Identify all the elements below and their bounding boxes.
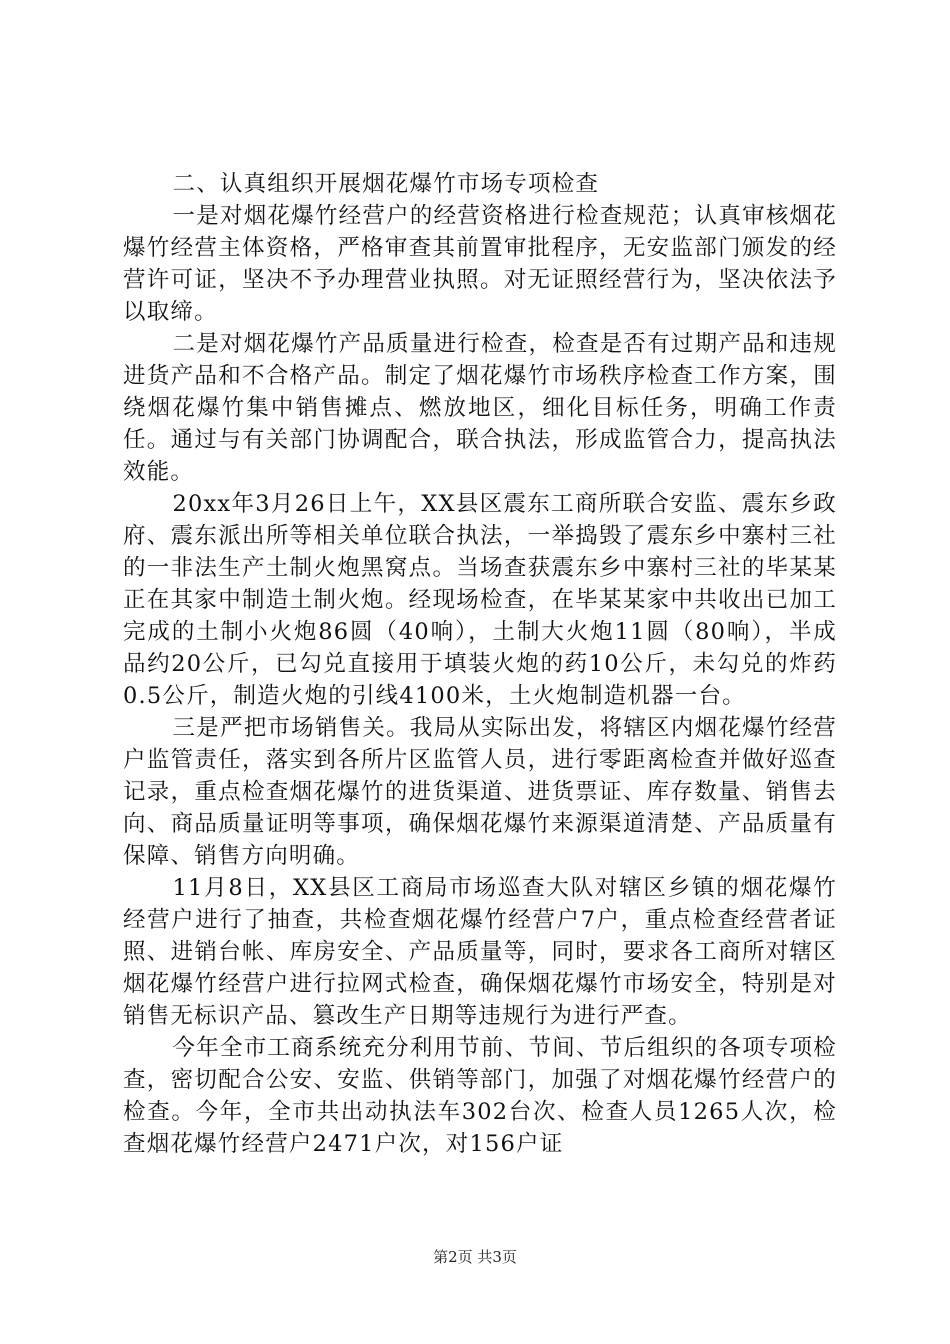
paragraph-qualification-check: 一是对烟花爆竹经营户的经营资格进行检查规范；认真审核烟花爆竹经营主体资格，严格审查其前置审批程序，无安监部门颁发的经营许可证，坚决不予办理营业执照。对无证照经营行为，坚决依法予以取缔。 xyxy=(123,203,837,325)
paragraph-quality-check: 二是对烟花爆竹产品质量进行检查，检查是否有过期产品和违规进货产品和不合格产品。制定了烟花爆竹市场秩序检查工作方案，围绕烟花爆竹集中销售摊点、燃放地区，细化目标任务，明确工作责任。通过与有关部门协调配合，联合执法，形成监管合力，提高执法效能。 xyxy=(123,331,837,485)
document-body xyxy=(123,168,837,1160)
paragraph-sales-control: 三是严把市场销售关。我局从实际出发，将辖区内烟花爆竹经营户监管责任，落实到各所片区监管人员，进行零距离检查并做好巡查记录，重点检查烟花爆竹的进货渠道、进货票证、库存数量、销售去向、商品质量证明等事项，确保烟花爆竹来源渠道清楚、产品质量有保障、销售方向明确。 xyxy=(123,715,837,869)
section-heading: 二、认真组织开展烟花爆竹市场专项检查 xyxy=(172,171,600,197)
paragraph-citywide-summary: 今年全市工商系统充分利用节前、节间、节后组织的各项专项检查，密切配合公安、安监、供销等部门，加强了对烟花爆竹经营户的检查。今年，全市共出动执法车302台次、检查人员1265人次，检查烟花爆竹经营户2471户次，对156户证 xyxy=(123,1035,837,1157)
paragraph-enforcement-case: 20xx年3月26日上午，XX县区震东工商所联合安监、震东乡政府、震东派出所等相关单位联合执法，一举捣毁了震东乡中寨村三社的一非法生产土制火炮黑窝点。当场查获震东乡中寨村三社的毕某某正在其家中制造土制火炮。经现场检查，在毕某某家中共收出已加工完成的土制小火炮86圆（40响），土制大火炮11圆（80响），半成品约20公斤，已勾兑直接用于填装火炮的药10公斤，未勾兑的炸药0.5公斤，制造火炮的引线4100米，土火炮制造机器一台。 xyxy=(123,491,837,709)
page-number-footer: 第2页 共3页 xyxy=(433,1248,517,1266)
paragraph-spot-inspection: 11月8日，XX县区工商局市场巡查大队对辖区乡镇的烟花爆竹经营户进行了抽查，共检查烟花爆竹经营户7户，重点检查经营者证照、进销台帐、库房安全、产品质量等，同时，要求各工商所对辖区烟花爆竹经营户进行拉网式检查，确保烟花爆竹市场安全，特别是对销售无标识产品、篡改生产日期等违规行为进行严查。 xyxy=(123,875,837,1029)
